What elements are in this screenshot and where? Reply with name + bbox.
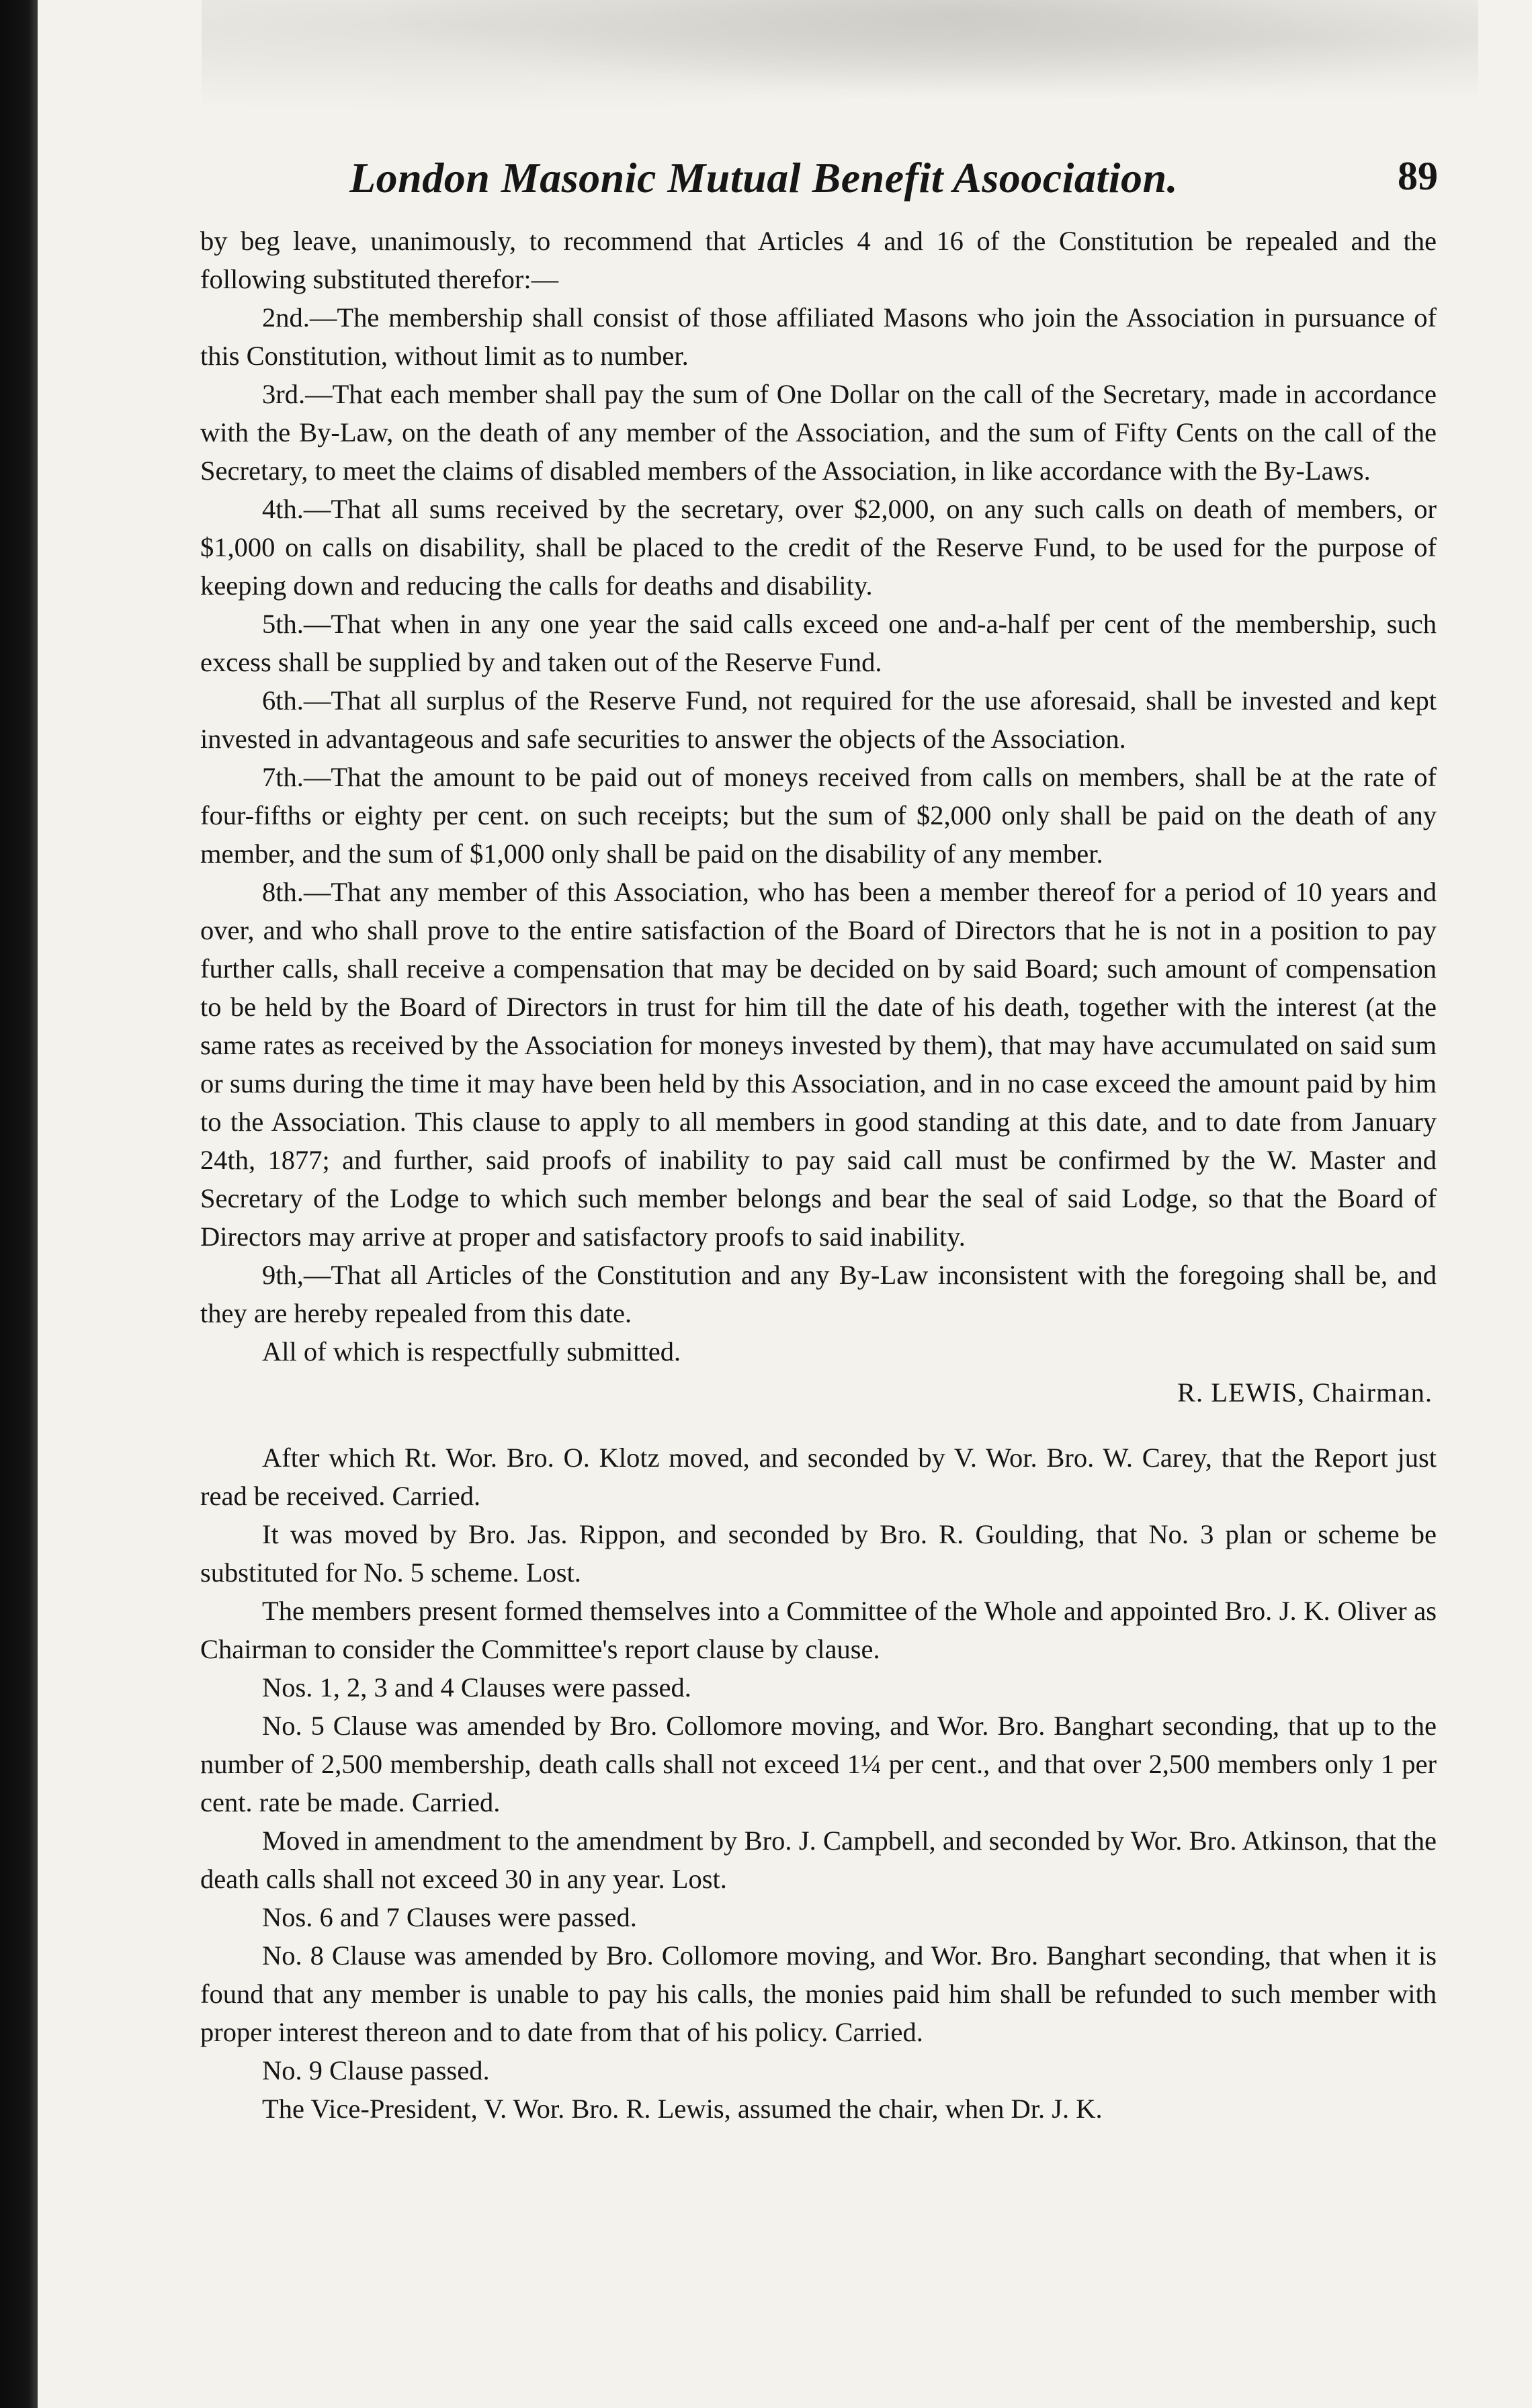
- report-closing: All of which is respectfully submitted.: [262, 1336, 681, 1367]
- minutes-paragraph: It was moved by Bro. Jas. Rippon, and seconded by Bro. R. Goulding, that No. 3 plan or scheme be substituted for No. 5 scheme. Lost.: [200, 1519, 1437, 1588]
- article-4th: 4th.—That all sums received by the secretary, over $2,000, on any such calls on death of members, or $1,000 on calls on disability, shall be placed to the credit of the Reserve Fund, to be used for the purpose of keeping down and reducing the calls for deaths and disability.: [200, 494, 1437, 601]
- chairman-signature: R. LEWIS, Chairman.: [1177, 1377, 1433, 1408]
- article-8th: 8th.—That any member of this Association, who has been a member thereof for a period of 10 years and over, and who shall prove to the entire satisfaction of the Board of Directors that he is not in a position to pay further calls, shall receive a compensation that may be decided on by said Board; such amount of compensation to be held by the Board of Directors in trust for him till the date of his death, together with the interest (at the same rates as received by the Association for moneys invested by them), that may have accumulated on said sum or sums during the time it may have been held by this Association, and in no case exceed the amount paid by him to the Association. This clause to apply to all members in good standing at this date, and to date from January 24th, 1877; and further, said proofs of inability to pay said call must be confirmed by the W. Master and Secretary of the Lodge to which such member belongs and bear the seal of said Lodge, so that the Board of Directors may arrive at proper and satisfactory proofs to said inability.: [200, 877, 1437, 1252]
- article-2nd: 2nd.—The membership shall consist of those affiliated Masons who join the Association in pursuance of this Constitution, without limit as to number.: [200, 302, 1437, 371]
- article-6th: 6th.—That all surplus of the Reserve Fund, not required for the use aforesaid, shall be invested and kept invested in advantageous and safe securities to answer the objects of the Association.: [200, 685, 1437, 754]
- minutes-paragraph: Moved in amendment to the amendment by Bro. J. Campbell, and seconded by Wor. Bro. Atkinson, that the death calls shall not exceed 30 in any year. Lost.: [200, 1825, 1437, 1894]
- article-7th: 7th.—That the amount to be paid out of moneys received from calls on members, shall be at the rate of four-fifths or eighty per cent. on such receipts; but the sum of $2,000 only shall be paid on the death of any member, and the sum of $1,000 only shall be paid on the disability of any member.: [200, 762, 1437, 869]
- report-intro: by beg leave, unanimously, to recommend that Articles 4 and 16 of the Constitution be repealed and the following substituted therefor:—: [200, 226, 1437, 294]
- minutes-paragraph: Nos. 1, 2, 3 and 4 Clauses were passed.: [262, 1672, 691, 1703]
- page-body: [200, 222, 1437, 2128]
- article-9th: 9th,—That all Articles of the Constitution and any By-Law inconsistent with the foregoing shall be, and they are hereby repealed from this date.: [200, 1260, 1437, 1328]
- article-3rd: 3rd.—That each member shall pay the sum of One Dollar on the call of the Secretary, made in accordance with the By-Law, on the death of any member of the Association, and the sum of Fifty Cents on the call of the Secretary, to meet the claims of disabled members of the Association, in like accordance with the By-Laws.: [200, 379, 1437, 486]
- minutes-paragraph: Nos. 6 and 7 Clauses were passed.: [262, 1902, 637, 1932]
- minutes-paragraph: No. 5 Clause was amended by Bro. Collomore moving, and Wor. Bro. Banghart seconding, that up to the number of 2,500 membership, death calls shall not exceed 1¼ per cent., and that over 2,500 members only 1 per cent. rate be made. Carried.: [200, 1711, 1437, 1817]
- page-number: 89: [1398, 154, 1438, 198]
- minutes-paragraph: The Vice-President, V. Wor. Bro. R. Lewis, assumed the chair, when Dr. J. K.: [262, 2094, 1103, 2124]
- running-head: [349, 153, 1438, 214]
- article-5th: 5th.—That when in any one year the said calls exceed one and-a-half per cent of the membership, such excess shall be supplied by and taken out of the Reserve Fund.: [200, 609, 1437, 677]
- bleed-through-marks: [202, 0, 1478, 128]
- minutes-paragraph: No. 9 Clause passed.: [262, 2055, 490, 2086]
- minutes-paragraph: No. 8 Clause was amended by Bro. Collomore moving, and Wor. Bro. Banghart seconding, that when it is found that any member is unable to pay his calls, the monies paid him shall be refunded to such member with proper interest thereon and to date from that of his policy. Carried.: [200, 1940, 1437, 2047]
- minutes-paragraph: After which Rt. Wor. Bro. O. Klotz moved, and seconded by V. Wor. Bro. W. Carey, that the Report just read be received. Carried.: [200, 1443, 1437, 1511]
- running-title: London Masonic Mutual Benefit Asoociation.: [349, 154, 1179, 202]
- minutes-paragraph: The members present formed themselves into a Committee of the Whole and appointed Bro. J. K. Oliver as Chairman to consider the Committee's report clause by clause.: [200, 1596, 1437, 1664]
- page-binding-edge: [0, 0, 38, 2408]
